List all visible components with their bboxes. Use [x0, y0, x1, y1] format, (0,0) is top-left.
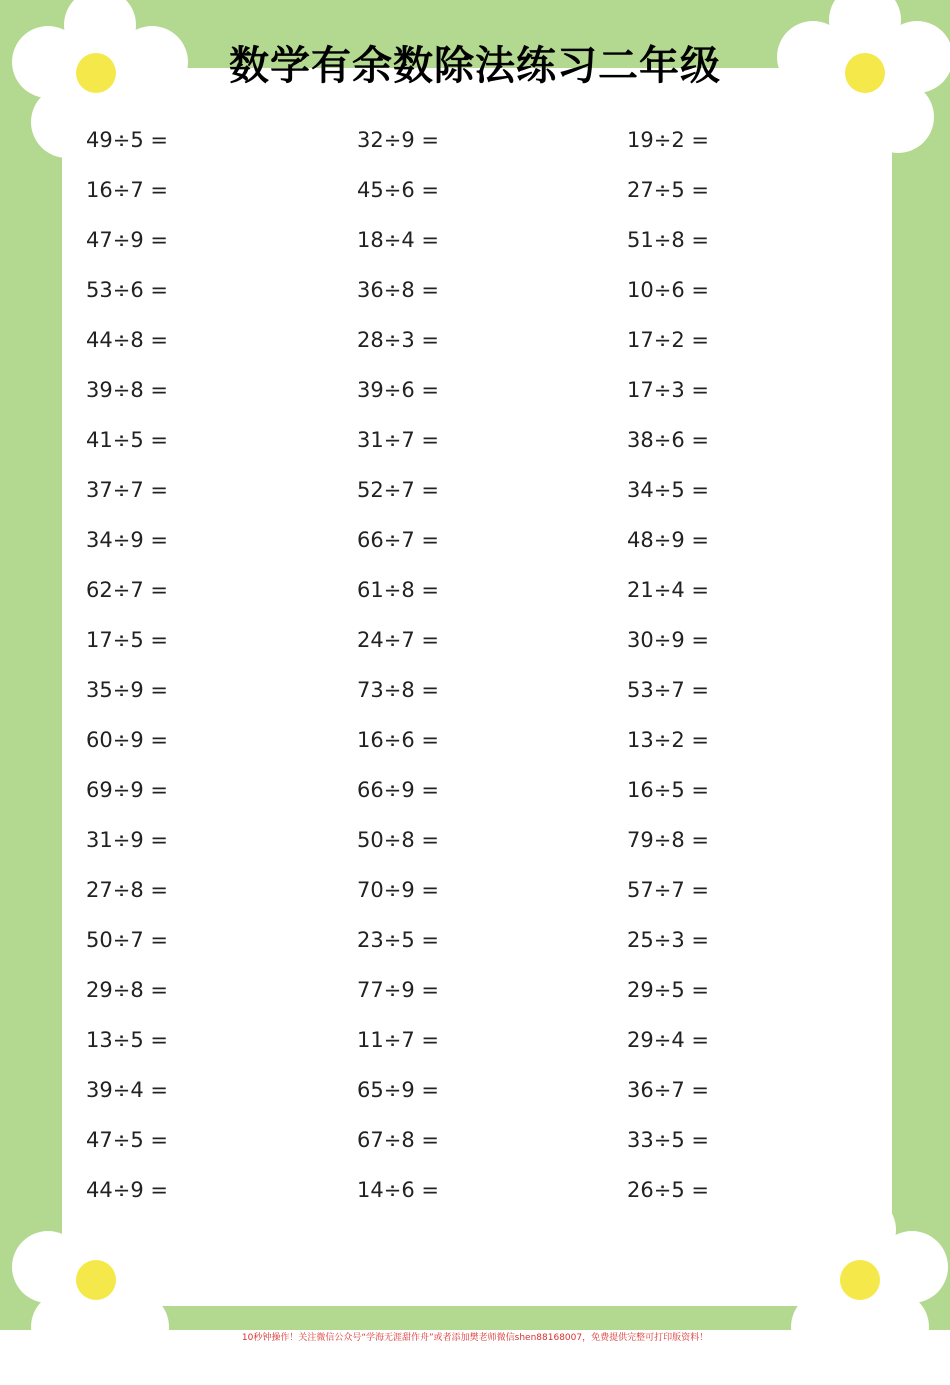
division-problem: 27÷8 = [86, 878, 168, 902]
division-problem: 35÷9 = [86, 678, 168, 702]
division-problem: 60÷9 = [86, 728, 168, 752]
division-problem: 67÷8 = [357, 1128, 439, 1152]
division-problem: 29÷5 = [627, 978, 709, 1002]
division-problem: 73÷8 = [357, 678, 439, 702]
division-problem: 66÷9 = [357, 778, 439, 802]
division-problem: 62÷7 = [86, 578, 168, 602]
division-problem: 39÷4 = [86, 1078, 168, 1102]
division-problem: 39÷6 = [357, 378, 439, 402]
division-problem: 49÷5 = [86, 128, 168, 152]
division-problem: 37÷7 = [86, 478, 168, 502]
division-problem: 13÷5 = [86, 1028, 168, 1052]
division-problem: 21÷4 = [627, 578, 709, 602]
division-problem: 36÷8 = [357, 278, 439, 302]
division-problem: 53÷6 = [86, 278, 168, 302]
division-problem: 39÷8 = [86, 378, 168, 402]
division-problem: 29÷8 = [86, 978, 168, 1002]
division-problem: 44÷8 = [86, 328, 168, 352]
division-problem: 44÷9 = [86, 1178, 168, 1202]
division-problem: 26÷5 = [627, 1178, 709, 1202]
division-problem: 33÷5 = [627, 1128, 709, 1152]
division-problem: 32÷9 = [357, 128, 439, 152]
division-problem: 48÷9 = [627, 528, 709, 552]
division-problem: 16÷6 = [357, 728, 439, 752]
division-problem: 47÷9 = [86, 228, 168, 252]
division-problem: 14÷6 = [357, 1178, 439, 1202]
division-problem: 52÷7 = [357, 478, 439, 502]
division-problem: 36÷7 = [627, 1078, 709, 1102]
division-problem: 16÷5 = [627, 778, 709, 802]
division-problem: 47÷5 = [86, 1128, 168, 1152]
division-problem: 11÷7 = [357, 1028, 439, 1052]
division-problem: 19÷2 = [627, 128, 709, 152]
division-problem: 65÷9 = [357, 1078, 439, 1102]
division-problem: 34÷5 = [627, 478, 709, 502]
division-problem: 41÷5 = [86, 428, 168, 452]
division-problem: 10÷6 = [627, 278, 709, 302]
division-problem: 18÷4 = [357, 228, 439, 252]
division-problem: 13÷2 = [627, 728, 709, 752]
division-problem: 34÷9 = [86, 528, 168, 552]
division-problem: 61÷8 = [357, 578, 439, 602]
division-problem: 79÷8 = [627, 828, 709, 852]
page-title: 数学有余数除法练习二年级 [229, 43, 721, 89]
division-problem: 70÷9 = [357, 878, 439, 902]
division-problem: 69÷9 = [86, 778, 168, 802]
footer-note: 10秒钟操作！关注微信公众号“学海无涯甜作舟”或者添加樊老师微信shen88168007，免费提供完整可打印版资料！ [241, 1333, 709, 1343]
division-problem: 31÷9 = [86, 828, 168, 852]
division-problem: 28÷3 = [357, 328, 439, 352]
division-problem: 25÷3 = [627, 928, 709, 952]
division-problem: 38÷6 = [627, 428, 709, 452]
division-problem: 23÷5 = [357, 928, 439, 952]
division-problem: 50÷7 = [86, 928, 168, 952]
division-problem: 57÷7 = [627, 878, 709, 902]
division-problem: 50÷8 = [357, 828, 439, 852]
division-problem: 29÷4 = [627, 1028, 709, 1052]
division-problem: 17÷2 = [627, 328, 709, 352]
division-problem: 17÷5 = [86, 628, 168, 652]
division-problem: 27÷5 = [627, 178, 709, 202]
division-problem: 30÷9 = [627, 628, 709, 652]
division-problem: 17÷3 = [627, 378, 709, 402]
division-problem: 31÷7 = [357, 428, 439, 452]
division-problem: 53÷7 = [627, 678, 709, 702]
division-problem: 16÷7 = [86, 178, 168, 202]
division-problem: 45÷6 = [357, 178, 439, 202]
division-problem: 51÷8 = [627, 228, 709, 252]
division-problem: 24÷7 = [357, 628, 439, 652]
division-problem: 77÷9 = [357, 978, 439, 1002]
division-problem: 66÷7 = [357, 528, 439, 552]
